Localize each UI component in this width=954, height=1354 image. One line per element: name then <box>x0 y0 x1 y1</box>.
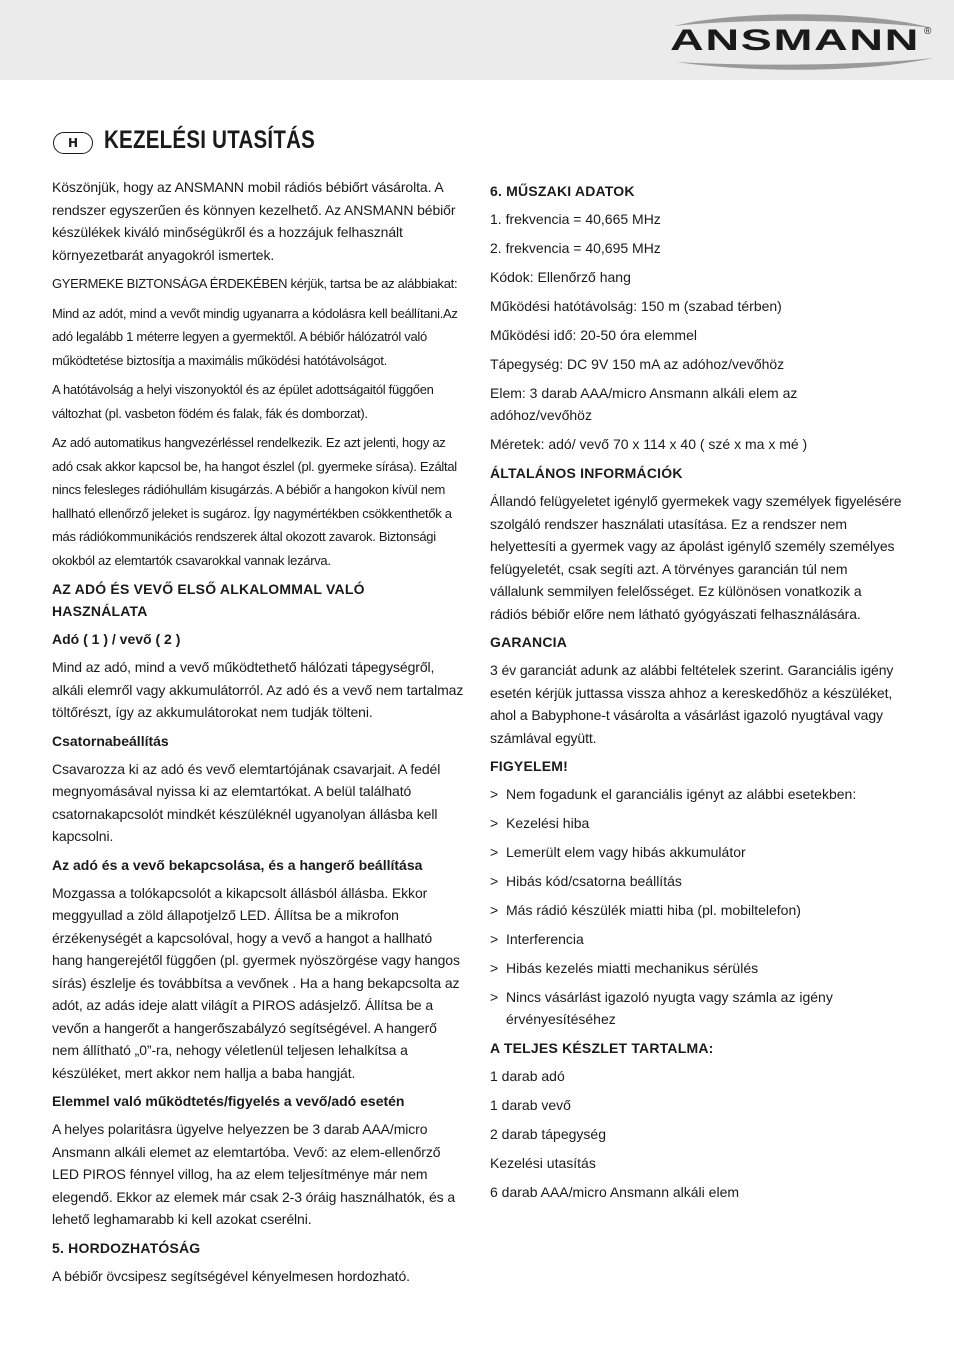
tech-item: 1. frekvencia = 40,665 MHz <box>490 211 661 227</box>
tech-item: 2. frekvencia = 40,695 MHz <box>490 240 661 256</box>
tech-item: Működési idő: 20-50 óra elemmel <box>490 327 697 343</box>
portability-heading: 5. HORDOZHATÓSÁG <box>52 1239 201 1256</box>
safety-text-2: A hatótávolság a helyi viszonyoktól és az épület adottságaitól függően változhat (pl. vasbeton födém és falak, fák és domborzat). <box>52 382 434 421</box>
contents-item: 1 darab adó <box>490 1068 565 1084</box>
bullet-marker: > <box>490 960 499 976</box>
language-badge: H <box>53 132 93 154</box>
intro-text: Köszönjük, hogy az ANSMANN mobil rádiós bébiőrt vásárolta. A rendszer egyszerűen és könnyen kezelhető. Az ANSMANN bébiőr készülékek kiváló minőségükről és a hozzájuk felhasznált környezetbarát anyagokról ismertek. <box>52 179 456 263</box>
list-item: > Hibás kezelés miatti mechanikus sérülés <box>490 957 902 979</box>
list-item: > Más rádió készülék miatti hiba (pl. mobiltelefon) <box>490 899 902 921</box>
contents-item: Kezelési utasítás <box>490 1155 596 1171</box>
safety-text-1: Mind az adót, mind a vevőt mindig ugyanarra a kódolásra kell beállítani.Az adó legalább 1 méterre legyen a gyermektől. A bébiőr hálózatról való működtetése biztosítja a maximális működési hatótávolságot. <box>52 305 458 368</box>
bullet-marker: > <box>490 873 499 889</box>
contents-item: 6 darab AAA/micro Ansmann alkáli elem <box>490 1184 740 1200</box>
portability-text: A bébiőr övcsipesz segítségével kényelmesen hordozható. <box>52 1267 410 1284</box>
safety-text-3: Az adó automatikus hangvezérléssel rendelkezik. Ez azt jelenti, hogy az adó csak akkor kapcsol be, ha hangot észlel (pl. gyermeke sírása). Ezáltal nincs felesleges rádióhullám kisugárzás. A bébiőr a hangokon kívül nem hallható ellenőrző jeleket is sugároz. Így nagymértékben csökkenthetők a más rádiókommunikációs rendszerek által okozott zavarok. Biztonsági okokból az elemtartók csavarokkal vannak lezárva. <box>52 435 457 568</box>
tx-rx-text: Mind az adó, mind a vevő működtethető hálózati tápegységről, alkáli elemről vagy akkumulátorról. Az adó és a vevő nem tartalmaz töltőrészt, így az akkumulátorokat nem tudják tölteni. <box>52 659 464 720</box>
attention-heading: FIGYELEM! <box>490 758 569 774</box>
power-text: Mozgassa a tolókapcsolót a kikapcsolt állásból állásba. Ekkor meggyullad a zöld állapotjelző LED. Állítsa be a mikrofon érzékenységét a kapcsolóval, hogy a vevő a hangot a hallható hang hangerejétől függően (pl. gyermek nyöszörgése vagy hangos sírás) észlelje és továbbítsa a vevőnek . Ha a hang bekapcsolta az adót, az adás ideje alatt világít a PIROS adásjelző. Állítsa be a vevőn a hangerőt a hangerőszabályzó segítségével. A hangerő nem állítható „0”-ra, nehogy véletlenül teljesen lehalkítsa a készüléket, mert akkor nem hallja a baba hangját. <box>52 884 460 1081</box>
bullet-marker: > <box>490 902 499 918</box>
warranty-heading: GARANCIA <box>490 634 568 650</box>
list-item: > Interferencia <box>490 928 902 950</box>
ansmann-logo <box>666 12 942 76</box>
battery-heading: Elemmel való működtetés/figyelés a vevő/adó esetén <box>52 1093 405 1109</box>
page-title: KEZELÉSI UTASÍTÁS <box>104 126 316 154</box>
channel-text: Csavarozza ki az adó és vevő elemtartójának csavarjait. A fedél megnyomásával nyissa ki az elemtartókat. A belül található csatornakapcsolót mindkét készüléknél ugyanolyan állásba kell kapcsolni. <box>52 760 441 844</box>
logo-wordmark: ANSMANN <box>670 24 920 57</box>
bullet-marker: > <box>490 931 499 947</box>
list-item: > Nincs vásárlást igazoló nyugta vagy számla az igény érvényesítéséhez <box>490 986 902 1030</box>
general-heading: ÁLTALÁNOS INFORMÁCIÓK <box>490 465 683 481</box>
first-use-heading: AZ ADÓ ÉS VEVŐ ELSŐ ALKALOMMAL VALÓ HASZNÁLATA <box>52 581 365 619</box>
channel-heading: Csatornabeállítás <box>52 732 169 749</box>
contents-item: 2 darab tápegység <box>490 1126 606 1142</box>
contents-heading: A TELJES KÉSZLET TARTALMA: <box>490 1040 714 1056</box>
list-item: > Nem fogadunk el garanciális igényt az alábbi esetekben: <box>490 783 902 805</box>
bullet-marker: > <box>490 844 499 860</box>
logo-registered-mark: ® <box>924 26 932 37</box>
list-item: > Kezelési hiba <box>490 812 902 834</box>
bullet-marker: > <box>490 989 499 1005</box>
tech-item: Kódok: Ellenőrző hang <box>490 269 631 285</box>
left-column <box>52 176 464 1293</box>
warranty-text: 3 év garanciát adunk az alábbi feltételek szerint. Garanciális igény esetén kérjük juttassa vissza ahhoz a kereskedőhöz a készüléket, ahol a Babyphone-t vásárolta a vásárlást igazoló nyugtával vagy számlával együtt. <box>490 662 894 746</box>
list-item: > Hibás kód/csatorna beállítás <box>490 870 902 892</box>
general-text: Állandó felügyeletet igénylő gyermekek vagy személyek figyelésére szolgáló rendszer használati utasítása. Ez a rendszer nem helyettesíti a gyermek vagy az ápolást igénylő személy személyes felügyeletét, csak segíti azt. A törvényes garancián túl nem vállalunk semmilyen felelősséget. Ez különösen vonatkozik a rádiós bébiőr előre nem látható gyógyászati felhasználására. <box>490 493 902 622</box>
bullet-marker: > <box>490 815 499 831</box>
safety-intro: GYERMEKE BIZTONSÁGA ÉRDEKÉBEN kérjük, tartsa be az alábbiakat: <box>52 276 458 291</box>
tech-item: Tápegység: DC 9V 150 mA az adóhoz/vevőhöz <box>490 356 785 372</box>
right-column <box>490 176 902 1210</box>
tech-item: Méretek: adó/ vevő 70 x 114 x 40 ( szé x ma x mé ) <box>490 436 808 452</box>
contents-item: 1 darab vevő <box>490 1097 571 1113</box>
tx-rx-heading: Adó ( 1 ) / vevő ( 2 ) <box>52 631 181 647</box>
bullet-marker: > <box>490 786 499 802</box>
tech-item: Működési hatótávolság: 150 m (szabad térben) <box>490 298 782 314</box>
battery-text: A helyes polaritásra ügyelve helyezzen be 3 darab AAA/micro Ansmann alkáli elemet az elemtartóba. Vevő: az elem-ellenőrző LED PIROS fénnyel villog, ha az elem teljesítménye már nem elegendő. Ekkor az elemek már csak 2-3 óráig használhatók, és a lehető leghamarabb ki kell azokat cserélni. <box>52 1121 456 1227</box>
power-heading: Az adó és a vevő bekapcsolása, és a hangerő beállítása <box>52 856 423 873</box>
tech-heading: 6. MŰSZAKI ADATOK <box>490 183 635 199</box>
list-item: > Lemerült elem vagy hibás akkumulátor <box>490 841 902 863</box>
tech-item: Elem: 3 darab AAA/micro Ansmann alkáli elem az adóhoz/vevőhöz <box>490 385 798 423</box>
